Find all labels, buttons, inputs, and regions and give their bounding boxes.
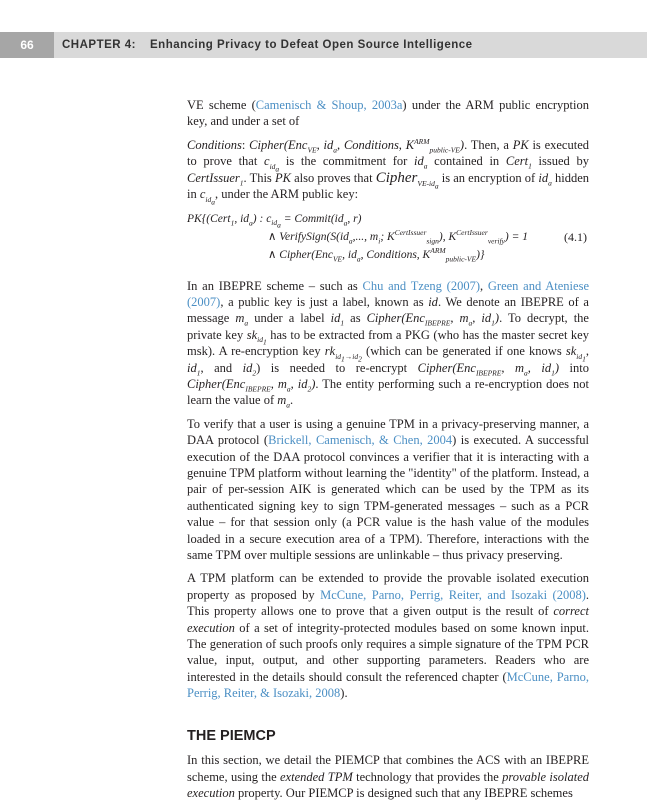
citation-link[interactable]: Green and Ateniese (2007) <box>187 278 589 309</box>
citation-link[interactable]: Chu and Tzeng (2007) <box>362 278 480 293</box>
paragraph-5: A TPM platform can be extended to provide the provable isolated execution property as proposed by McCune, Parno, Perrig, Reiter, and Isozaki (2008). This property allows one to prove that a given output is the result of correct execution of a set of integrity-protected modules based on some known input. The generation of such proofs only requires a simple signature of the TPM PCR value, input, output, and other supporting parameters. Readers who are interested in the details should consult the referenced chapter (McCune, Parno, Perrig, Reiter, & Isozaki, 2008). <box>187 571 589 701</box>
citation-link[interactable]: McCune, Parno, Perrig, Reiter, and Isozaki (2008) <box>320 587 586 602</box>
paragraph-6: In this section, we detail the PIEMCP that combines the ACS with an IBEPRE scheme, using the extended TPM technology that provides the provable isolated execution property. Our PIEMCP is designed such that any IBEPRE schemes <box>187 753 589 800</box>
chapter-label: CHAPTER 4: <box>62 39 137 51</box>
citation-link[interactable]: Camenisch & Shoup, 2003a <box>255 98 403 112</box>
section-heading: THE PIEMCP <box>187 727 276 744</box>
running-header <box>0 32 647 58</box>
equation-number: (4.1) <box>564 229 587 244</box>
citation-link[interactable]: McCune, Parno, Perrig, Reiter, & Isozaki, 2008 <box>187 669 589 701</box>
equation-4-1: PK{(Cert$_1$, $id_a$) : $c_{id_a}$ = $Commit(id_a$, r) ∧ $VerifySign(S(id_a$,..., $m_i$; $K^{CertIssuer}_{sign}$), $K^{CertIssuer}_{verify}) = 1$ ∧ Cipher(Enc$_{VE}$, $id_a$, Conditions, $K^{ARM}_{public-VE}$)} (4.1) <box>187 212 587 263</box>
paragraph-1: VE scheme (Camenisch & Shoup, 2003a) under the ARM public encryption key, and under a set of <box>187 98 590 129</box>
page-number: 66 <box>0 32 54 58</box>
paragraph-2: Conditions: Cipher(Enc$_{VE}$, $id_a$, Conditions, $K^{ARM}_{public-VE}$). Then, a PK is executed to prove that $c_{id_a}$ is the commitment for $id_a$ contained in Cert$_1$ issued by CertIssuer$_1$. This PK also proves that Cipher$_{VE-id_a}$ is an encryption of $id_a$ hidden in $c_{id_a}$, under the ARM public key: <box>187 136 589 207</box>
chapter-title: Enhancing Privacy to Defeat Open Source Intelligence <box>150 39 473 51</box>
citation-link[interactable]: Brickell, Camenisch, & Chen, 2004 <box>268 433 453 448</box>
paragraph-4: To verify that a user is using a genuine TPM in a privacy-preserving manner, a DAA protocol (Brickell, Camenisch, & Chen, 2004) is executed. A successful execution of the DAA protocol convinces a verifier that it is interacting with a genuine TPM platform without learning the "identity" of the platform. Instead, a pair of per-session AIK is generated which can be used by the TPM as its authenticated signing key to sign TPM-generated messages – such as a PCR value – for that session only (a PCR value is the hash value of the modules loaded in a secure execution area of a TPM). Therefore, interactions with the same TPM over multiple sessions are unlinkable – thus privacy preserving. <box>187 416 590 563</box>
paragraph-3: In an IBEPRE scheme – such as Chu and Tzeng (2007), Green and Ateniese (2007), a public key is just a label, known as id. We denote an IBEPRE of a message $m_a$ under a label $id_1$ as Cipher(Enc$_{IBEPRE}$, $m_a$, $id_1$). To decrypt, the private key $sk_{id_1}$ has to be extracted from a PKG (who has the master secret key msk). A re-encryption key $rk_{id_1\to id_2}$ (which can be generated if one knows $sk_{id_1}$, $id_1$, and $id_2$) is needed to re-encrypt Cipher(Enc$_{IBEPRE}$, $m_a$, $id_1$) into Cipher(Enc$_{IBEPRE}$, $m_a$, $id_2$). The entity performing such a re-encryption does not learn the value of $m_a$. <box>187 278 589 410</box>
chapter-heading <box>62 32 473 58</box>
page-body <box>187 97 589 808</box>
